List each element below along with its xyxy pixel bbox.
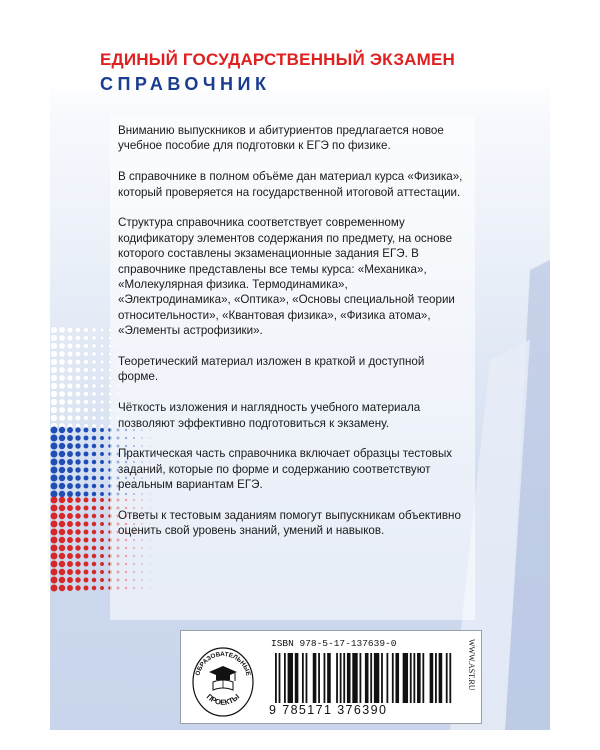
halftone-dot [67,491,73,497]
paragraph: Ответы к тестовым заданиям помогут выпускникам объективно оценить свой уровень знаний, умений и навыков. [118,509,461,538]
halftone-dot [84,498,89,503]
halftone-dot [51,521,58,528]
halftone-dot [100,546,104,550]
halftone-dot [100,476,104,480]
barcode-bar [422,653,424,703]
exam-title: ЕДИНЫЙ ГОСУДАРСТВЕННЫЙ ЭКЗАМЕН [100,50,456,69]
barcode-bar [327,653,331,703]
halftone-dot [92,522,96,526]
halftone-dot [75,327,80,332]
halftone-dot [92,344,96,348]
halftone-dot [59,577,65,583]
halftone-dot [59,351,65,357]
halftone-dot [100,336,104,340]
halftone-dot [59,553,65,559]
halftone-dot [100,408,104,412]
halftone-dot [51,443,58,450]
halftone-dot [75,491,80,496]
paragraph: Теоретический материал изложен в краткой и доступной форме. [118,355,425,384]
halftone-dot [92,444,96,448]
barcode-bar [395,653,399,703]
halftone-dot [59,399,65,405]
halftone-dot [59,513,65,519]
halftone-dot [84,506,89,511]
paragraph: Чёткость изложения и наглядность учебного материала позволяют эффективно подготовиться к экзамену. [118,401,421,430]
halftone-dot [67,451,73,457]
halftone-dot [75,561,80,566]
halftone-dot [92,428,96,432]
halftone-dot [59,383,65,389]
barcode-bar [306,653,308,703]
halftone-dot [84,578,89,583]
halftone-dot [100,522,104,526]
halftone-dot [75,415,80,420]
halftone-dot [67,537,73,543]
barcode-bar [352,653,357,703]
halftone-dot [75,343,80,348]
barcode-bar [302,653,304,703]
halftone-dot [75,451,80,456]
halftone-dot [84,384,89,389]
halftone-dot [84,336,89,341]
halftone-dot [67,505,73,511]
halftone-dot [67,407,73,413]
barcode-bar [392,653,394,703]
halftone-dot [100,444,104,448]
halftone-dot [67,529,73,535]
barcode-bar [417,653,421,703]
halftone-dot [75,359,80,364]
barcode-bar [318,653,320,703]
halftone-dot [51,367,58,374]
barcode-bar [446,653,448,703]
halftone-dot [84,376,89,381]
halftone-dot [100,586,104,590]
halftone-dot [51,585,58,592]
halftone-dot [100,578,104,582]
barcode-bar [336,653,338,703]
barcode-panel [180,630,482,724]
barcode-bar [374,653,379,703]
halftone-dot [84,392,89,397]
halftone-dot [59,467,65,473]
halftone-dot [67,335,73,341]
halftone-dot [51,327,58,334]
halftone-dot [92,468,96,472]
halftone-dot [51,359,58,366]
halftone-dot [75,513,80,518]
halftone-dot [67,383,73,389]
halftone-dot [51,497,58,504]
halftone-dot [84,352,89,357]
halftone-dot [75,435,80,440]
halftone-dot [75,367,80,372]
halftone-dot [84,492,89,497]
barcode-bar [275,653,277,703]
halftone-dot [100,344,104,348]
halftone-dot [100,538,104,542]
halftone-dot [59,415,65,421]
halftone-dot [92,538,96,542]
halftone-dot [100,424,104,428]
book-back-cover [50,30,550,730]
halftone-dot [51,407,58,414]
halftone-dot [67,351,73,357]
barcode-bar [295,653,299,703]
halftone-dot [59,335,65,341]
halftone-dot [75,443,80,448]
halftone-dot [84,530,89,535]
halftone-dot [84,416,89,421]
halftone-dot [92,530,96,534]
halftone-dot [84,522,89,527]
halftone-dot [75,529,80,534]
halftone-dot [92,578,96,582]
halftone-dot [75,351,80,356]
halftone-dot [59,497,65,503]
barcode-bar [410,653,412,703]
halftone-dot [67,585,73,591]
halftone-dot [59,585,65,591]
halftone-dot [75,537,80,542]
halftone-dot [59,435,65,441]
halftone-dot [92,408,96,412]
halftone-dot [51,569,58,576]
halftone-dot [92,392,96,396]
halftone-dot [75,399,80,404]
halftone-dot [92,562,96,566]
halftone-dot [67,475,73,481]
halftone-dot [92,400,96,404]
halftone-dot [100,400,104,404]
halftone-dot [51,435,58,442]
halftone-dot [92,436,96,440]
logo-text-bottom: ПРОЕКТЫ [204,691,242,707]
halftone-dot [59,443,65,449]
barcode-bar [439,653,443,703]
halftone-dot [92,554,96,558]
halftone-dot [75,459,80,464]
book-type-title: СПРАВОЧНИК [100,74,271,94]
paragraph: Практическая часть справочника включает образцы тестовых заданий, которые по форме и содержанию соответствуют реальным вариантам ЕГЭ. [118,447,453,492]
paragraph: В справочнике в полном объёме дан материал курса «Физика», который проверяется на государственной итоговой аттестации. [118,170,463,199]
halftone-dot [67,459,73,465]
halftone-dot [75,391,80,396]
halftone-dot [67,375,73,381]
halftone-dot [100,514,104,518]
halftone-dot [51,459,58,466]
halftone-dot [59,427,65,433]
halftone-dot [51,415,58,422]
halftone-dot [92,376,96,380]
halftone-dot [59,343,65,349]
halftone-dot [84,408,89,413]
halftone-dot [51,513,58,520]
halftone-dot [100,368,104,372]
halftone-dot [67,497,73,503]
halftone-dot [100,384,104,388]
halftone-dot [84,562,89,567]
halftone-dot [75,407,80,412]
barcode-digits: 9 785171 376390 [269,703,388,717]
publisher-logo [191,636,255,718]
halftone-dot [84,484,89,489]
logo-text-top: ОБРАЗОВАТЕЛЬНЫЕ [194,650,252,677]
halftone-dot [84,400,89,405]
halftone-dot [67,467,73,473]
halftone-dot [51,545,58,552]
halftone-dot [67,415,73,421]
halftone-dot [67,427,73,433]
halftone-dot [100,468,104,472]
halftone-dot [92,546,96,550]
halftone-dot [67,483,73,489]
halftone-dot [75,383,80,388]
halftone-dot [51,343,58,350]
halftone-dot [59,407,65,413]
halftone-dot [84,436,89,441]
halftone-dot [92,424,96,428]
halftone-dot [84,444,89,449]
halftone-dot [84,360,89,365]
halftone-dot [51,529,58,536]
halftone-dot [84,344,89,349]
halftone-dot [84,546,89,551]
halftone-dot [92,506,96,510]
halftone-dot [51,427,58,434]
halftone-dot [51,451,58,458]
barcode-bar [381,653,383,703]
halftone-dot [51,391,58,398]
halftone-dot [92,384,96,388]
halftone-dot [67,553,73,559]
halftone-dot [84,468,89,473]
barcode-bar [430,653,434,703]
barcode-bar [413,653,415,703]
halftone-dot [100,492,104,496]
barcode-bar [365,653,369,703]
halftone-dot [59,475,65,481]
halftone-dot [92,336,96,340]
barcode-bar [288,653,293,703]
halftone-dot [84,586,89,591]
halftone-dot [92,586,96,590]
halftone-dot [84,554,89,559]
halftone-dot [75,505,80,510]
halftone-dot [100,530,104,534]
halftone-dot [84,514,89,519]
halftone-dot [59,483,65,489]
halftone-dot [51,475,58,482]
halftone-dot [92,452,96,456]
halftone-dot [59,491,65,497]
paragraph: Вниманию выпускников и абитуриентов предлагается новое учебное пособие для подготовки к ЕГЭ по физике. [118,124,444,153]
halftone-dot [84,570,89,575]
barcode-bar [386,653,388,703]
halftone-dot [51,561,58,568]
halftone-dot [67,569,73,575]
halftone-dot [51,467,58,474]
halftone-dot [51,577,58,584]
halftone-dot [67,443,73,449]
halftone-dot [84,428,89,433]
halftone-dot [100,416,104,420]
halftone-dot [67,561,73,567]
barcode-bar [284,653,286,703]
annotation-text [118,123,463,554]
halftone-dot [67,359,73,365]
halftone-dot [75,375,80,380]
halftone-dot [59,367,65,373]
barcode-bar [313,653,317,703]
halftone-dot [59,521,65,527]
barcode [275,653,453,703]
halftone-dot [75,585,80,590]
halftone-dot [51,383,58,390]
halftone-dot [67,327,73,333]
halftone-dot [84,452,89,457]
halftone-dot [75,483,80,488]
halftone-dot [100,352,104,356]
halftone-dot [51,335,58,342]
halftone-dot [59,545,65,551]
halftone-dot [75,569,80,574]
halftone-dot [59,505,65,511]
halftone-dot [59,569,65,575]
halftone-dot [75,335,80,340]
halftone-dot [59,391,65,397]
halftone-dot [100,376,104,380]
halftone-dot [59,359,65,365]
halftone-dot [51,491,58,498]
barcode-bar [343,653,345,703]
halftone-dot [92,368,96,372]
publisher-website: WWW.AST.RU [467,639,476,691]
halftone-dot [75,521,80,526]
halftone-dot [75,467,80,472]
halftone-dot [84,538,89,543]
halftone-dot [84,460,89,465]
halftone-dot [75,427,80,432]
barcode-bar [435,653,437,703]
halftone-dot [67,545,73,551]
halftone-dot [92,484,96,488]
isbn-label: ISBN 978-5-17-137639-0 [271,638,397,649]
halftone-dot [100,506,104,510]
halftone-dot [75,545,80,550]
barcode-bar [360,653,362,703]
halftone-dot [92,476,96,480]
halftone-dot [51,375,58,382]
barcode-bar [370,653,372,703]
halftone-dot [51,351,58,358]
halftone-dot [92,328,96,332]
halftone-dot [75,497,80,502]
halftone-dot [100,460,104,464]
halftone-dot [92,360,96,364]
halftone-dot [75,553,80,558]
halftone-dot [100,428,104,432]
halftone-dot [59,375,65,381]
halftone-dot [92,498,96,502]
paragraph: Структура справочника соответствует современному кодификатору элементов содержания по предмету, на основе которого составлены экзаменационные задания ЕГЭ. В справочнике представлены все темы курса: «Механика», «Молекулярная физика. Термодинамика», «Электродинамика», «Оптика», «Основы специальной теории относительности», «Квантовая физика», «Физика атома», «Элементы астрофизики». [118,216,455,338]
halftone-dot [59,561,65,567]
halftone-dot [92,460,96,464]
halftone-dot [67,435,73,441]
halftone-dot [75,577,80,582]
barcode-bar [324,653,326,703]
barcode-bar [340,653,342,703]
halftone-dot [59,537,65,543]
barcode-bar [449,653,451,703]
barcode-bar [279,653,281,703]
halftone-dot [100,436,104,440]
halftone-dot [100,498,104,502]
halftone-dot [84,328,89,333]
halftone-dot [100,554,104,558]
halftone-dot [92,416,96,420]
halftone-dot [51,399,58,406]
halftone-dot [84,476,89,481]
halftone-dot [100,360,104,364]
halftone-dot [92,514,96,518]
halftone-dot [59,529,65,535]
halftone-dot [100,570,104,574]
halftone-dot [100,452,104,456]
halftone-dot [100,392,104,396]
barcode-bar [347,653,351,703]
halftone-dot [75,475,80,480]
halftone-dot [92,570,96,574]
halftone-dot [92,352,96,356]
halftone-dot [100,328,104,332]
halftone-dot [67,343,73,349]
halftone-dot [67,577,73,583]
halftone-dot [100,562,104,566]
halftone-dot [51,553,58,560]
halftone-dot [92,492,96,496]
barcode-bar [403,653,408,703]
halftone-dot [67,391,73,397]
halftone-dot [51,483,58,490]
halftone-dot [67,513,73,519]
halftone-dot [67,367,73,373]
halftone-dot [100,484,104,488]
halftone-dot [84,368,89,373]
halftone-dot [67,521,73,527]
halftone-dot [67,399,73,405]
halftone-dot [59,327,65,333]
halftone-dot [51,505,58,512]
halftone-dot [51,537,58,544]
halftone-dot [59,459,65,465]
halftone-dot [59,451,65,457]
